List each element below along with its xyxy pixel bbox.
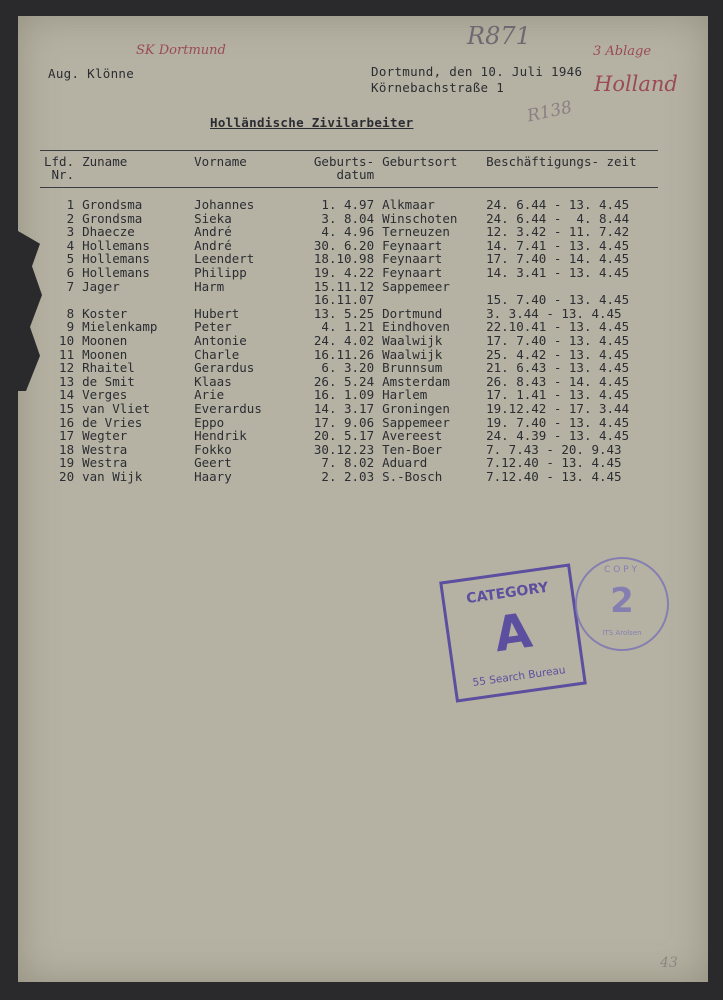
row-first-name: Hubert (194, 305, 240, 321)
row-employment-period: 17. 7.40 - 13. 4.45 (486, 332, 630, 348)
table-row (40, 443, 658, 457)
table-row (40, 320, 658, 334)
row-birth-date: 20. 5.17 (313, 428, 375, 444)
row-surname: Grondsma (82, 210, 143, 226)
row-surname: Koster (82, 305, 128, 321)
row-surname: Moonen (82, 346, 128, 362)
row-number: 2 (66, 210, 75, 226)
row-surname: Moonen (82, 332, 128, 348)
row-first-name: Arie (194, 387, 225, 403)
row-birthplace: Brunnsum (382, 360, 443, 376)
row-birth-date: 1. 4.97 (321, 197, 375, 212)
header-employment-period: Beschäftigungs- zeit (482, 151, 658, 188)
row-birth-date: 6. 3.20 (321, 360, 375, 376)
row-surname: van Wijk (82, 468, 143, 484)
handwritten-page-number: 43 (660, 955, 678, 971)
row-number: 19 (59, 455, 75, 471)
row-first-name: André (194, 237, 232, 253)
table-row (40, 388, 658, 402)
row-surname: Grondsma (82, 197, 143, 212)
row-first-name: Peter (194, 319, 232, 335)
row-first-name: Haary (194, 468, 232, 484)
row-number: 6 (66, 264, 75, 280)
row-employment-period: 21. 6.43 - 13. 4.45 (486, 360, 630, 376)
category-stamp-letter: A (490, 602, 536, 664)
row-birthplace: Avereest (382, 428, 443, 444)
table-row (40, 348, 658, 362)
table-row (40, 361, 658, 375)
sender-name: Aug. Klönne (48, 66, 135, 81)
header-surname: Zuname (78, 151, 190, 188)
row-birthplace: Feynaart (382, 237, 443, 253)
header-birthplace: Geburtsort (378, 151, 482, 188)
row-surname: Wegter (82, 428, 128, 444)
row-birthplace: Waalwijk (382, 332, 443, 348)
row-first-name: Philipp (194, 264, 247, 280)
row-birth-date: 4. 4.96 (321, 224, 375, 240)
row-number: 4 (66, 237, 75, 253)
header-nr: Lfd. Nr. (40, 151, 78, 188)
row-birth-date: 7. 8.02 (321, 455, 375, 471)
row-number: 17 (59, 428, 75, 444)
row-birthplace: Winschoten (382, 210, 458, 226)
handwritten-note-right: 3 Ablage (593, 44, 652, 59)
row-birth-date: 16.11.26 (313, 346, 375, 362)
table-row (40, 266, 658, 280)
row-birth-date: 30. 6.20 (313, 237, 375, 253)
handwritten-code: R871 (467, 22, 531, 50)
table-row (40, 280, 658, 294)
row-employment-period: 19. 7.40 - 13. 4.45 (486, 414, 630, 430)
row-birthplace: Sappemeer (382, 278, 450, 294)
table-row (40, 293, 658, 307)
row-birth-date: 16. 1.09 (313, 387, 375, 403)
row-birth-date: 30.12.23 (313, 441, 375, 457)
table-row (40, 188, 658, 212)
row-birthplace: Groningen (382, 400, 450, 416)
handwritten-note-left: SK Dortmund (136, 43, 226, 58)
row-surname: Verges (82, 387, 128, 403)
row-number: 10 (59, 332, 75, 348)
row-birth-date: 17. 9.06 (313, 414, 375, 430)
table-row (40, 375, 658, 389)
row-surname: de Smit (82, 373, 135, 389)
table-row (40, 212, 658, 226)
row-birth-date: 14. 3.17 (313, 400, 375, 416)
row-first-name: Geert (194, 455, 232, 471)
row-birthplace: S.-Bosch (382, 468, 443, 484)
row-birthplace: Feynaart (382, 264, 443, 280)
row-birth-date: 18.10.98 (313, 251, 375, 267)
row-number: 8 (66, 305, 75, 321)
row-employment-period: 7. 7.43 - 20. 9.43 (486, 441, 622, 457)
row-employment-period: 25. 4.42 - 13. 4.45 (486, 346, 630, 362)
header-birth-date: Geburts- datum (302, 151, 378, 188)
document-title: Holländische Zivilarbeiter (210, 115, 414, 130)
row-employment-period: 24. 4.39 - 13. 4.45 (486, 428, 630, 444)
row-surname (78, 293, 190, 307)
row-employment-period: 24. 6.44 - 13. 4.45 (486, 197, 630, 212)
row-birthplace: Harlem (382, 387, 428, 403)
round-copy-stamp (575, 557, 669, 651)
row-employment-period (482, 280, 658, 294)
row-number (40, 293, 78, 307)
row-number: 1 (66, 197, 75, 212)
row-first-name: Hendrik (194, 428, 247, 444)
row-first-name: Leendert (194, 251, 255, 267)
row-employment-period: 17. 1.41 - 13. 4.45 (486, 387, 630, 403)
row-first-name: Fokko (194, 441, 232, 457)
row-employment-period: 26. 8.43 - 14. 4.45 (486, 373, 630, 389)
row-number: 18 (59, 441, 75, 457)
table-row (40, 470, 658, 484)
row-number: 16 (59, 414, 75, 430)
row-first-name: Gerardus (194, 360, 255, 376)
row-birth-date: 19. 4.22 (313, 264, 375, 280)
row-birthplace: Terneuzen (382, 224, 450, 240)
row-birth-date: 16.11.07 (313, 292, 375, 308)
row-surname: Westra (82, 455, 128, 471)
row-number: 9 (66, 319, 75, 335)
row-first-name: André (194, 224, 232, 240)
row-number: 13 (59, 373, 75, 389)
row-employment-period: 7.12.40 - 13. 4.45 (486, 455, 622, 471)
row-number: 14 (59, 387, 75, 403)
table-row (40, 307, 658, 321)
row-first-name: Eppo (194, 414, 225, 430)
round-stamp-top: COPY (603, 565, 641, 575)
row-employment-period: 14. 7.41 - 13. 4.45 (486, 237, 630, 253)
row-birthplace: Eindhoven (382, 319, 450, 335)
row-surname: Westra (82, 441, 128, 457)
category-stamp-title: CATEGORY (465, 579, 550, 608)
row-birthplace: Aduard (382, 455, 428, 471)
row-first-name: Everardus (194, 400, 262, 416)
table-row (40, 252, 658, 266)
table-row (40, 416, 658, 430)
round-stamp-bottom: ITS Arolsen (602, 629, 642, 637)
row-birthplace: Waalwijk (382, 346, 443, 362)
row-employment-period: 24. 6.44 - 4. 8.44 (486, 210, 630, 226)
row-number: 5 (66, 251, 75, 267)
row-surname: de Vries (82, 414, 143, 430)
row-employment-period: 17. 7.40 - 14. 4.45 (486, 251, 630, 267)
row-surname: van Vliet (82, 400, 150, 416)
category-stamp-bureau: 55 Search Bureau (471, 664, 567, 690)
sender-address: Körnebachstraße 1 (371, 80, 505, 95)
row-surname: Hollemans (82, 251, 150, 267)
row-surname: Hollemans (82, 264, 150, 280)
row-surname: Mielenkamp (82, 319, 158, 335)
row-number: 20 (59, 468, 75, 484)
row-employment-period: 14. 3.41 - 13. 4.45 (486, 264, 630, 280)
row-first-name: Klaas (194, 373, 232, 389)
row-birth-date: 2. 2.03 (321, 468, 375, 484)
row-number: 3 (66, 224, 75, 240)
row-first-name: Antonie (194, 332, 247, 348)
place-date: Dortmund, den 10. Juli 1946 (371, 64, 583, 79)
row-birthplace (378, 293, 482, 307)
row-birthplace: Sappemeer (382, 414, 450, 430)
row-birthplace: Dortmund (382, 305, 443, 321)
row-birth-date: 4. 1.21 (321, 319, 375, 335)
category-stamp (439, 563, 587, 702)
row-surname: Dhaecze (82, 224, 135, 240)
handwritten-margin-code: R138 (525, 97, 574, 127)
row-birth-date: 13. 5.25 (313, 305, 375, 321)
table-row (40, 239, 658, 253)
row-surname: Rhaitel (82, 360, 135, 376)
row-employment-period: 7.12.40 - 13. 4.45 (486, 468, 622, 484)
handwritten-country: Holland (594, 72, 678, 96)
row-employment-period: 3. 3.44 - 13. 4.45 (486, 305, 622, 321)
table-row (40, 334, 658, 348)
row-birthplace: Ten-Boer (382, 441, 443, 457)
workers-table (40, 150, 658, 483)
row-birth-date: 15.11.12 (313, 278, 375, 294)
row-first-name: Charle (194, 346, 240, 362)
row-number: 11 (59, 346, 75, 362)
row-employment-period: 22.10.41 - 13. 4.45 (486, 319, 630, 335)
row-birthplace: Alkmaar (382, 197, 435, 212)
row-first-name: Johannes (194, 197, 255, 212)
row-surname: Hollemans (82, 237, 150, 253)
round-stamp-number: 2 (610, 581, 634, 621)
row-first-name: Harm (194, 278, 225, 294)
table-row (40, 225, 658, 239)
row-birth-date: 3. 8.04 (321, 210, 375, 226)
table-header-row (40, 151, 658, 188)
table-row (40, 402, 658, 416)
row-number: 7 (66, 278, 75, 294)
row-surname: Jager (82, 278, 120, 294)
row-employment-period: 12. 3.42 - 11. 7.42 (486, 224, 630, 240)
row-number: 12 (59, 360, 75, 376)
table-row (40, 429, 658, 443)
row-first-name: Sieka (194, 210, 232, 226)
row-birthplace: Feynaart (382, 251, 443, 267)
header-first-name: Vorname (190, 151, 302, 188)
row-employment-period: 19.12.42 - 17. 3.44 (486, 400, 630, 416)
row-first-name (190, 293, 302, 307)
row-birthplace: Amsterdam (382, 373, 450, 389)
table-row (40, 456, 658, 470)
row-number: 15 (59, 400, 75, 416)
row-birth-date: 26. 5.24 (313, 373, 375, 389)
row-employment-period: 15. 7.40 - 13. 4.45 (486, 292, 630, 308)
row-birth-date: 24. 4.02 (313, 332, 375, 348)
